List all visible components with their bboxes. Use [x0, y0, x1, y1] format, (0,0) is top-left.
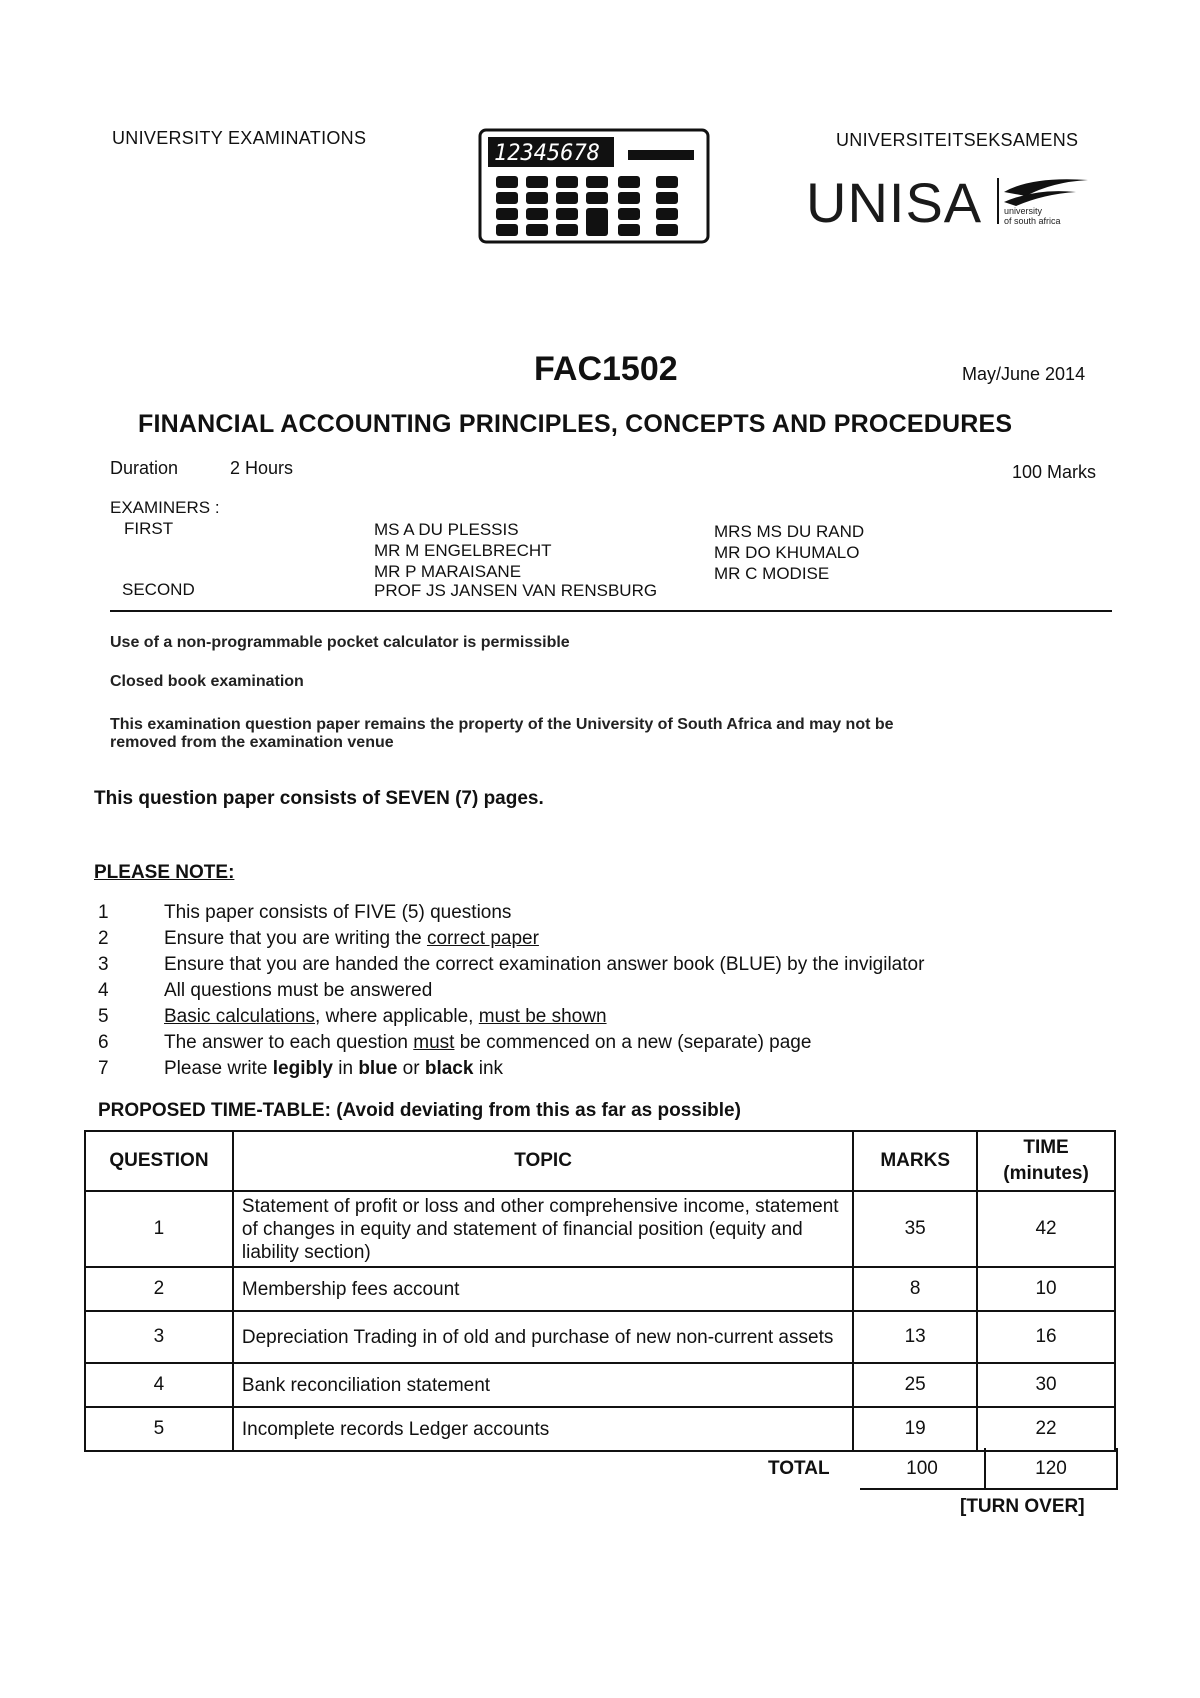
duration-value: 2 Hours	[230, 458, 294, 478]
question-topic: Incomplete records Ledger accounts	[233, 1407, 853, 1451]
please-note-heading: PLEASE NOTE:	[94, 862, 235, 883]
instruction-text: This paper consists of FIVE (5) questions	[164, 902, 512, 923]
table-row	[85, 1311, 1115, 1363]
instruction-text: Ensure that you are handed the correct examination answer book (BLUE) by the invigilator	[164, 954, 925, 975]
question-number: 1	[85, 1191, 233, 1267]
closed-book-note: Closed book examination	[110, 673, 304, 690]
total-marks-value: 100	[906, 1458, 938, 1479]
module-title: FINANCIAL ACCOUNTING PRINCIPLES, CONCEPTS AND PROCEDURES	[138, 410, 1013, 438]
second-examiner-name: PROF JS JANSEN VAN RENSBURG	[374, 581, 658, 600]
turn-over-label: [TURN OVER]	[960, 1496, 1085, 1517]
column-header-marks: MARKS	[853, 1131, 977, 1191]
second-examiner-label: SECOND	[122, 580, 195, 599]
first-examiners-label: FIRST	[124, 519, 174, 538]
module-code: FAC1502	[534, 350, 678, 388]
exam-date: May/June 2014	[962, 364, 1086, 384]
question-time: 42	[977, 1191, 1115, 1267]
unisa-logo: UNISA	[806, 171, 983, 234]
question-topic: Statement of profit or loss and other comprehensive income, statement of changes in equity and statement of financial position (equity and liability section)	[233, 1191, 853, 1267]
svg-text:12345678: 12345678	[494, 141, 600, 166]
divider	[110, 610, 1112, 612]
instruction-number: 4	[98, 980, 109, 1001]
question-marks: 13	[853, 1311, 977, 1363]
instruction-number: 7	[98, 1058, 109, 1079]
duration-label: Duration	[110, 458, 179, 478]
examiner-name: MR M ENGELBRECHT	[374, 541, 552, 560]
instruction-number: 1	[98, 902, 109, 923]
instruction-text: The answer to each question must be commenced on a new (separate) page	[164, 1032, 812, 1053]
property-note: This examination question paper remains the property of the University of South Africa and may not be removed from the examination venue	[110, 716, 894, 751]
question-marks: 35	[853, 1191, 977, 1267]
question-time: 22	[977, 1407, 1115, 1451]
question-time: 16	[977, 1311, 1115, 1363]
examiner-name: MR C MODISE	[714, 564, 830, 583]
question-marks: 8	[853, 1267, 977, 1311]
examiners-label: EXAMINERS :	[110, 498, 220, 517]
examiner-name: MR DO KHUMALO	[714, 543, 860, 562]
instruction-number: 6	[98, 1032, 109, 1053]
universiteitseksamens-heading: UNIVERSITEITSEKSAMENS	[836, 130, 1079, 150]
timetable-heading: PROPOSED TIME-TABLE: (Avoid deviating from this as far as possible)	[98, 1100, 741, 1121]
question-time: 10	[977, 1267, 1115, 1311]
question-topic: Depreciation Trading in of old and purchase of new non-current assets	[233, 1311, 853, 1363]
instruction-number: 5	[98, 1006, 109, 1027]
university-examinations-heading: UNIVERSITY EXAMINATIONS	[112, 128, 367, 148]
first-examiners-column-1	[374, 519, 552, 582]
examiner-name: MS A DU PLESSIS	[374, 520, 519, 539]
question-time: 30	[977, 1363, 1115, 1407]
total-time-value: 120	[1035, 1458, 1067, 1479]
table-row	[85, 1407, 1115, 1451]
total-marks: 100 Marks	[1012, 462, 1097, 482]
instruction-number: 3	[98, 954, 109, 975]
calculator-icon	[478, 128, 710, 244]
question-number: 3	[85, 1311, 233, 1363]
column-header-question: QUESTION	[85, 1131, 233, 1191]
column-header-time: TIME (minutes)	[977, 1131, 1115, 1191]
examiner-name: MRS MS DU RAND	[714, 522, 865, 541]
total-label: TOTAL	[768, 1458, 830, 1479]
instruction-text: All questions must be answered	[164, 980, 433, 1001]
instruction-number: 2	[98, 928, 109, 949]
table-row	[85, 1267, 1115, 1311]
table-header-row	[85, 1131, 1115, 1191]
page-count-statement: This question paper consists of SEVEN (7) pages.	[94, 788, 544, 809]
instruction-text: Please write legibly in blue or black ink	[164, 1058, 504, 1079]
instruction-text: Basic calculations, where applicable, must be shown	[164, 1006, 607, 1027]
table-row	[85, 1363, 1115, 1407]
timetable	[84, 1130, 1116, 1452]
question-number: 2	[85, 1267, 233, 1311]
calculator-note: Use of a non-programmable pocket calculator is permissible	[110, 634, 570, 651]
question-number: 5	[85, 1407, 233, 1451]
question-topic: Membership fees account	[233, 1267, 853, 1311]
question-marks: 19	[853, 1407, 977, 1451]
question-topic: Bank reconciliation statement	[233, 1363, 853, 1407]
first-examiners-column-2	[714, 521, 864, 584]
column-header-topic: TOPIC	[233, 1131, 853, 1191]
question-number: 4	[85, 1363, 233, 1407]
table-row	[85, 1191, 1115, 1267]
unisa-logo-subtitle: university of south africa	[1004, 206, 1061, 226]
examiner-name: MR P MARAISANE	[374, 562, 522, 581]
question-marks: 25	[853, 1363, 977, 1407]
instruction-text: Ensure that you are writing the correct paper	[164, 928, 539, 949]
